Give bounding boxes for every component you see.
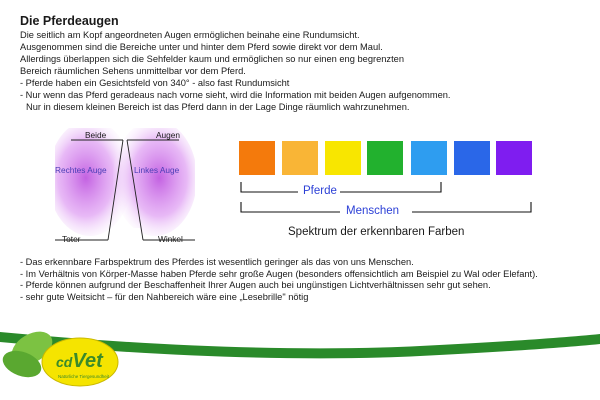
logo — [56, 350, 103, 373]
linkes-auge-label: Linkes Auge — [134, 165, 180, 175]
page-title: Die Pferdeaugen — [20, 14, 119, 28]
winkel-label: Winkel — [158, 234, 183, 244]
intro-line: Ausgenommen sind die Bereiche unter und hinter dem Pferd sowie direkt vor dem Maul. — [20, 42, 383, 52]
intro-line: Die seitlich am Kopf angeordneten Augen ermöglichen beinahe eine Rundumsicht. — [20, 30, 360, 40]
logo-vet: Vet — [72, 350, 103, 372]
pferde-bracket — [241, 182, 441, 192]
spectrum-title: Spektrum der erkennbaren Farben — [288, 226, 465, 238]
notes-list — [20, 257, 595, 303]
note-item: - Das erkennbare Farbspektrum des Pferdes ist wesentlich geringer als das von uns Menschen. — [20, 257, 414, 267]
intro-line: Nur in diesem kleinen Bereich ist das Pferd dann in der Lage Dinge räumlich wahrzunehmen. — [26, 102, 410, 112]
toter-label: Toter — [62, 234, 81, 244]
logo-tagline: Natürliche Tiergesundheit — [58, 374, 110, 379]
note-item: - Pferde können aufgrund der Beschaffenheit Ihrer Augen auch bei ungünstigen Lichtverhältnissen sehr gut sehen. — [20, 280, 491, 291]
intro-line: Bereich räumlichen Sehens unmittelbar vor dem Pferd. — [20, 66, 246, 76]
intro-line: Allerdings überlappen sich die Sehfelder kaum und ermöglichen so nur einen eng begrenzten — [20, 54, 405, 64]
pferde-label: Pferde — [303, 185, 337, 197]
note-item: - Im Verhältnis von Körper-Masse haben Pferde sehr große Augen (besonders offensichtlich am Beispiel zu Wal oder Elefant). — [20, 268, 538, 279]
beide-label: Beide — [85, 130, 107, 140]
intro-line: - Pferde haben ein Gesichtsfeld von 340° - also fast Rundumsicht — [20, 78, 290, 88]
logo-cd: cd — [56, 354, 73, 370]
menschen-label: Menschen — [346, 205, 400, 217]
augen-label: Augen — [156, 130, 180, 140]
intro-line: - Nur wenn das Pferd geradeaus nach vorne sieht, wird die Information mit beiden Augen aufgenommen. — [20, 90, 451, 100]
rechtes-auge-label: Rechtes Auge — [55, 165, 107, 175]
note-item: - sehr gute Weitsicht – für den Nahbereich wäre eine „Lesebrille" nötig — [20, 291, 309, 302]
